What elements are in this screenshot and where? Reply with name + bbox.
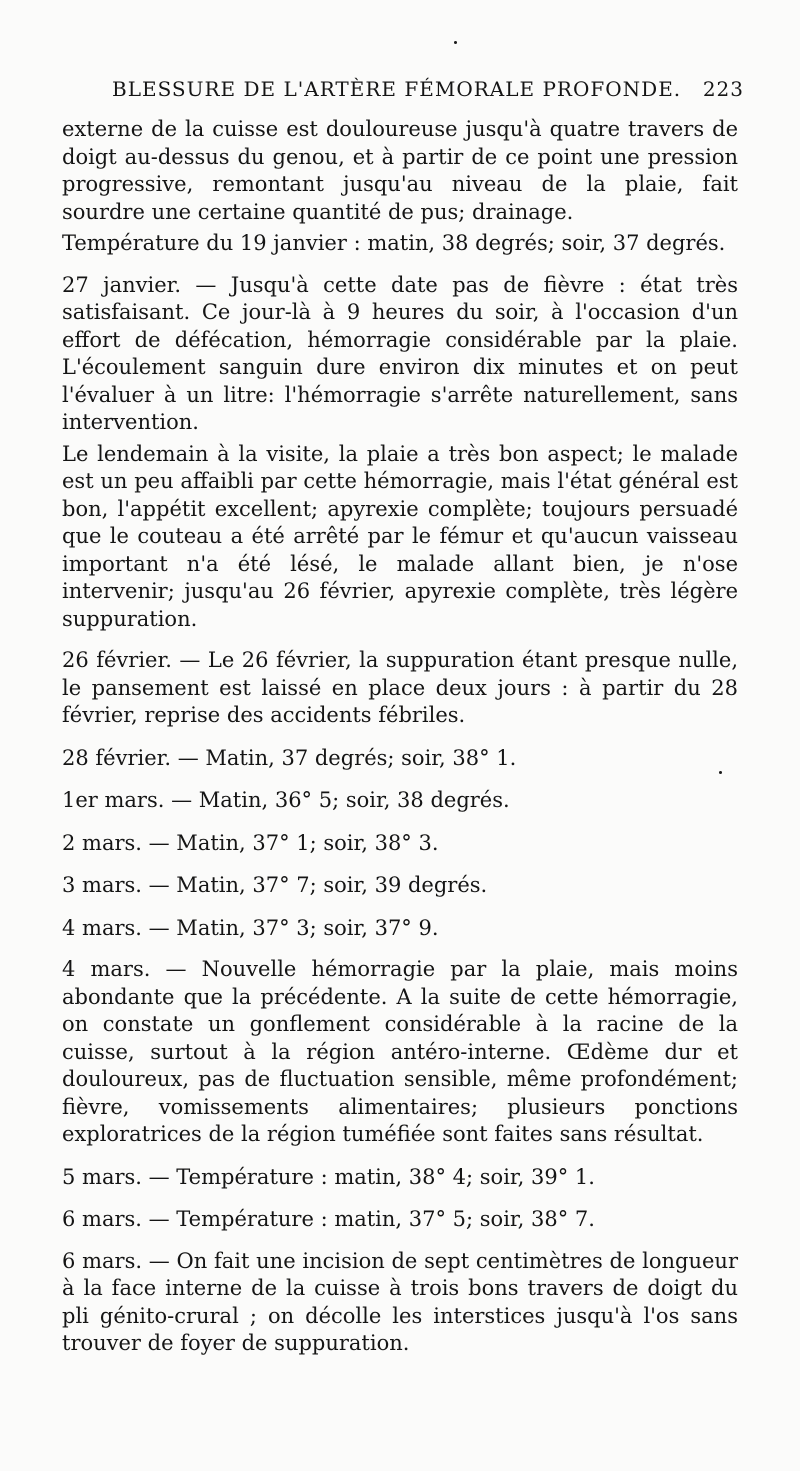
paragraph-27-janvier: 27 janvier. — Jusqu'à cette date pas de fièvre : état très satisfaisant. Ce jour-là à 9 heures du soir, à l'occasion d'un effort de défécation, hémorragie considérable par la plaie. L'écoulement sanguin dure environ dix minutes et on peut l'évaluer à un litre: l'hémorragie s'arrête naturellement, sans intervention. [62, 272, 738, 434]
paragraph-26-fevrier: 26 février. — Le 26 février, la suppuration étant presque nulle, le pansement est laissé en place deux jours : à partir du 28 février, reprise des accidents fébriles. [62, 648, 738, 727]
temperature-entry-2-mars: 2 mars. — Matin, 37° 1; soir, 38° 3. [62, 830, 439, 855]
running-title: BLESSURE DE L'ARTÈRE FÉMORALE PROFONDE. [112, 77, 682, 101]
temperature-entry-6-mars: 6 mars. — Température : matin, 37° 5; soir, 38° 7. [62, 1207, 595, 1231]
paragraph-continuation: externe de la cuisse est douloureuse jusqu'à quatre travers de doigt au-dessus du genou, et à partir de ce point une pression progressive, remontant jusqu'au niveau de la plaie, fait sourdre une certaine quantité de pus; drainage. [62, 117, 738, 224]
temperature-entry-5-mars: 5 mars. — Température : matin, 38° 4; soir, 39° 1. [62, 1164, 595, 1189]
temperature-entry-4-mars: 4 mars. — Matin, 37° 3; soir, 37° 9. [62, 915, 439, 940]
page-header [112, 74, 744, 104]
body-text [62, 116, 738, 1358]
ink-speck [454, 41, 457, 44]
page-number: 223 [702, 77, 744, 101]
temperature-entry-28-fevrier: 28 février. — Matin, 37 degrés; soir, 38° 1. [62, 745, 517, 770]
paragraph-temperature-19-janvier: Température du 19 janvier : matin, 38 degrés; soir, 37 degrés. [62, 231, 726, 255]
temperature-entry-1-mars: 1er mars. — Matin, 36° 5; soir, 38 degrés. [62, 788, 510, 812]
paragraph-4-mars-hemorragie: 4 mars. — Nouvelle hémorragie par la plaie, mais moins abondante que la précédente. A la suite de cette hémorragie, on constate un gonflement considérable à la racine de la cuisse, surtout à la région antéro-interne. Œdème dur et douloureux, pas de fluctuation sensible, même profondément; fièvre, vomissements alimentaires; plusieurs ponctions exploratrices de la région tuméfiée sont faites sans résultat. [62, 957, 738, 1146]
paragraph-6-mars-incision: 6 mars. — On fait une incision de sept centimètres de longueur à la face interne de la cuisse à trois bons travers de doigt du pli génito-crural ; on décolle les interstices jusqu'à l'os sans trouver de foyer de suppuration. [62, 1248, 738, 1355]
temperature-entry-3-mars: 3 mars. — Matin, 37° 7; soir, 39 degrés. [62, 873, 488, 897]
paragraph-lendemain: Le lendemain à la visite, la plaie a très bon aspect; le malade est un peu affaibli par cette hémorragie, mais l'état général est bon, l'appétit excellent; apyrexie complète; toujours persuadé que le couteau a été arrêté par le fémur et qu'aucun vaisseau important n'a été lésé, le malade allant bien, je n'ose intervenir; jusqu'au 26 février, apyrexie complète, très légère suppuration. [62, 441, 738, 631]
